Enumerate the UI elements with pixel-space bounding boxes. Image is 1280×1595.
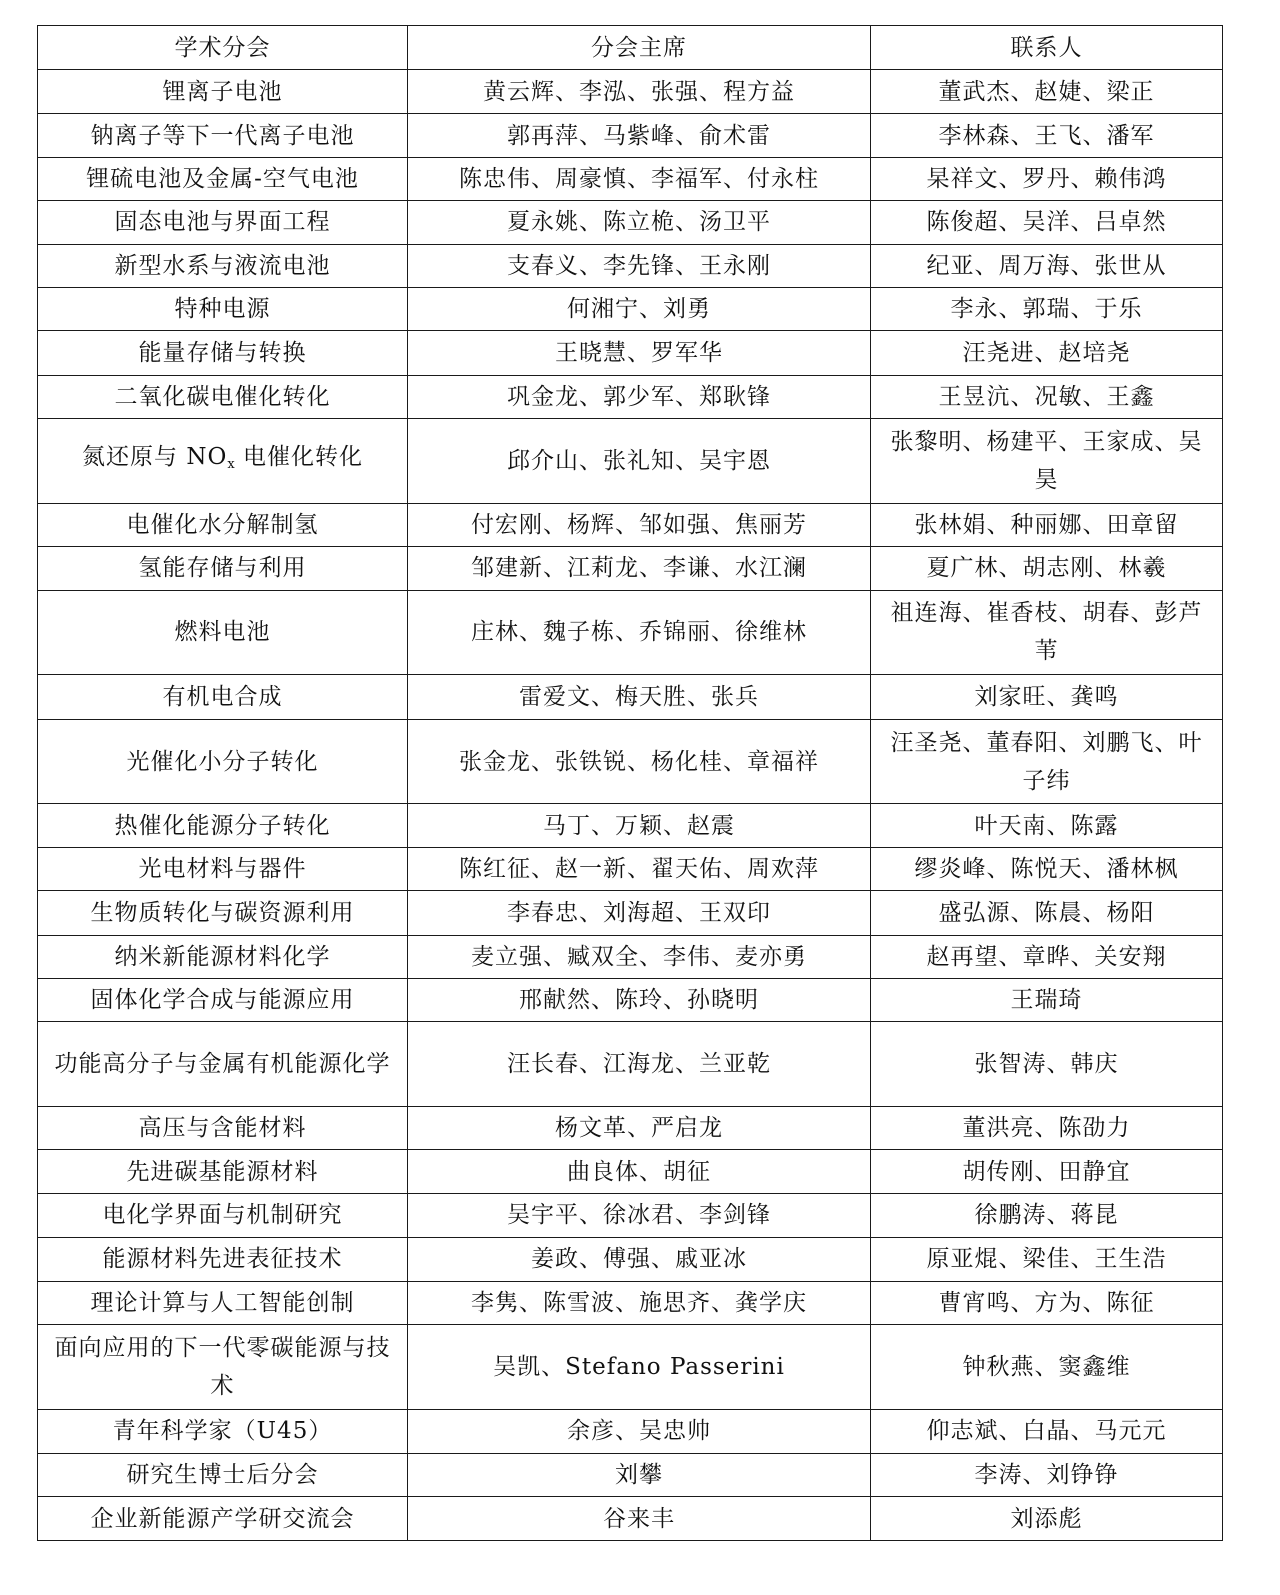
header-session: 学术分会 xyxy=(38,26,408,70)
table-row xyxy=(38,804,1223,847)
contacts-cell: 董武杰、赵婕、梁正 xyxy=(871,70,1223,114)
session-cell: 氢能存储与利用 xyxy=(38,547,408,590)
contacts-cell: 刘添彪 xyxy=(871,1497,1223,1541)
table-row xyxy=(38,114,1223,157)
session-cell: 生物质转化与碳资源利用 xyxy=(38,891,408,935)
header-contacts: 联系人 xyxy=(871,26,1223,70)
chairs-cell: 汪长春、江海龙、兰亚乾 xyxy=(408,1022,871,1107)
session-cell: 高压与含能材料 xyxy=(38,1107,408,1150)
contacts-cell: 徐鹏涛、蒋昆 xyxy=(871,1193,1223,1237)
table-row xyxy=(38,1324,1223,1409)
chairs-cell: 郭再萍、马紫峰、俞术雷 xyxy=(408,114,871,157)
contacts-cell: 李林森、王飞、潘军 xyxy=(871,114,1223,157)
session-cell: 锂硫电池及金属-空气电池 xyxy=(38,157,408,200)
contacts-cell: 陈俊超、吴洋、吕卓然 xyxy=(871,201,1223,244)
chairs-cell: 姜政、傅强、戚亚冰 xyxy=(408,1238,871,1281)
contacts-cell: 刘家旺、龚鸣 xyxy=(871,675,1223,719)
table-row xyxy=(38,847,1223,890)
chairs-cell: 刘攀 xyxy=(408,1454,871,1497)
contacts-cell: 赵再望、章晔、关安翔 xyxy=(871,935,1223,978)
session-cell: 先进碳基能源材料 xyxy=(38,1150,408,1193)
session-cell: 纳米新能源材料化学 xyxy=(38,935,408,978)
contacts-cell: 王昱沆、况敏、王鑫 xyxy=(871,375,1223,418)
session-cell: 光电材料与器件 xyxy=(38,847,408,890)
table-row xyxy=(38,1238,1223,1281)
session-cell: 锂离子电池 xyxy=(38,70,408,114)
sessions-table xyxy=(37,25,1223,1541)
table-row xyxy=(38,719,1223,804)
chairs-cell: 谷来丰 xyxy=(408,1497,871,1541)
session-cell: 能量存储与转换 xyxy=(38,331,408,375)
chairs-cell: 李隽、陈雪波、施思齐、龚学庆 xyxy=(408,1281,871,1324)
session-cell: 功能高分子与金属有机能源化学 xyxy=(38,1022,408,1107)
contacts-cell: 夏广林、胡志刚、林羲 xyxy=(871,547,1223,590)
session-cell: 电催化水分解制氢 xyxy=(38,503,408,546)
table-row xyxy=(38,1497,1223,1541)
table-row xyxy=(38,935,1223,978)
contacts-cell: 张智涛、韩庆 xyxy=(871,1022,1223,1107)
table-row xyxy=(38,201,1223,244)
header-row xyxy=(38,26,1223,70)
session-cell: 二氧化碳电催化转化 xyxy=(38,375,408,418)
session-cell: 能源材料先进表征技术 xyxy=(38,1238,408,1281)
contacts-cell: 盛弘源、陈晨、杨阳 xyxy=(871,891,1223,935)
chairs-cell: 巩金龙、郭少军、郑耿锋 xyxy=(408,375,871,418)
session-cell: 新型水系与液流电池 xyxy=(38,244,408,287)
chairs-cell: 庄林、魏子栋、乔锦丽、徐维林 xyxy=(408,590,871,675)
session-cell: 研究生博士后分会 xyxy=(38,1454,408,1497)
chairs-cell: 雷爱文、梅天胜、张兵 xyxy=(408,675,871,719)
table-row xyxy=(38,70,1223,114)
contacts-cell: 董洪亮、陈劭力 xyxy=(871,1107,1223,1150)
chairs-cell: 邹建新、江莉龙、李谦、水江澜 xyxy=(408,547,871,590)
session-text: 氮还原与 NO xyxy=(82,443,228,470)
table-row xyxy=(38,1281,1223,1324)
table-row xyxy=(38,1107,1223,1150)
table-row xyxy=(38,978,1223,1021)
chairs-cell: 余彦、吴忠帅 xyxy=(408,1409,871,1453)
table-row xyxy=(38,1409,1223,1453)
session-cell: 燃料电池 xyxy=(38,590,408,675)
contacts-cell: 汪尧进、赵培尧 xyxy=(871,331,1223,375)
session-cell: 固态电池与界面工程 xyxy=(38,201,408,244)
session-subscript: x xyxy=(227,456,235,472)
chairs-cell: 邢献然、陈玲、孙晓明 xyxy=(408,978,871,1021)
contacts-cell: 缪炎峰、陈悦天、潘林枫 xyxy=(871,847,1223,890)
contacts-cell: 叶天南、陈露 xyxy=(871,804,1223,847)
contacts-cell: 王瑞琦 xyxy=(871,978,1223,1021)
contacts-cell: 李永、郭瑞、于乐 xyxy=(871,287,1223,330)
contacts-cell: 纪亚、周万海、张世从 xyxy=(871,244,1223,287)
chairs-cell: 李春忠、刘海超、王双印 xyxy=(408,891,871,935)
chairs-cell: 陈红征、赵一新、翟天佑、周欢萍 xyxy=(408,847,871,890)
contacts-cell: 胡传刚、田静宜 xyxy=(871,1150,1223,1193)
session-cell: 电化学界面与机制研究 xyxy=(38,1193,408,1237)
session-cell: 特种电源 xyxy=(38,287,408,330)
chairs-cell: 麦立强、臧双全、李伟、麦亦勇 xyxy=(408,935,871,978)
table-row xyxy=(38,1193,1223,1237)
contacts-cell: 李涛、刘铮铮 xyxy=(871,1454,1223,1497)
chairs-cell: 黄云辉、李泓、张强、程方益 xyxy=(408,70,871,114)
contacts-cell: 钟秋燕、窦鑫维 xyxy=(871,1324,1223,1409)
chairs-cell: 王晓慧、罗军华 xyxy=(408,331,871,375)
chairs-cell: 付宏刚、杨辉、邹如强、焦丽芳 xyxy=(408,503,871,546)
table-row xyxy=(38,503,1223,546)
table-row xyxy=(38,287,1223,330)
session-cell: 理论计算与人工智能创制 xyxy=(38,1281,408,1324)
session-cell: 青年科学家（U45） xyxy=(38,1409,408,1453)
chairs-cell: 邱介山、张礼知、吴宇恩 xyxy=(408,419,871,504)
table-row xyxy=(38,331,1223,375)
session-cell: 钠离子等下一代离子电池 xyxy=(38,114,408,157)
table-row xyxy=(38,547,1223,590)
table-row xyxy=(38,675,1223,719)
chairs-cell: 夏永姚、陈立桅、汤卫平 xyxy=(408,201,871,244)
table-row xyxy=(38,891,1223,935)
session-cell: 固体化学合成与能源应用 xyxy=(38,978,408,1021)
chairs-cell: 何湘宁、刘勇 xyxy=(408,287,871,330)
session-cell: 企业新能源产学研交流会 xyxy=(38,1497,408,1541)
table-row xyxy=(38,590,1223,675)
header-chairs: 分会主席 xyxy=(408,26,871,70)
session-text: 电催化转化 xyxy=(234,443,363,470)
contacts-cell: 祖连海、崔香枝、胡春、彭芦苇 xyxy=(871,590,1223,675)
table-row xyxy=(38,1150,1223,1193)
contacts-cell: 曹宵鸣、方为、陈征 xyxy=(871,1281,1223,1324)
session-cell: 面向应用的下一代零碳能源与技术 xyxy=(38,1324,408,1409)
table-body xyxy=(38,70,1223,1541)
session-cell: 光催化小分子转化 xyxy=(38,719,408,804)
table-row xyxy=(38,1454,1223,1497)
session-cell: 有机电合成 xyxy=(38,675,408,719)
contacts-cell: 仰志斌、白晶、马元元 xyxy=(871,1409,1223,1453)
contacts-cell: 原亚焜、梁佳、王生浩 xyxy=(871,1238,1223,1281)
contacts-cell: 张林娟、种丽娜、田章留 xyxy=(871,503,1223,546)
table-row xyxy=(38,375,1223,418)
chairs-cell: 杨文革、严启龙 xyxy=(408,1107,871,1150)
table-row xyxy=(38,1022,1223,1107)
chairs-cell: 陈忠伟、周豪慎、李福军、付永柱 xyxy=(408,157,871,200)
chairs-cell: 吴凯、Stefano Passerini xyxy=(408,1324,871,1409)
chairs-cell: 马丁、万颖、赵震 xyxy=(408,804,871,847)
chairs-cell: 张金龙、张铁锐、杨化桂、章福祥 xyxy=(408,719,871,804)
table-row xyxy=(38,244,1223,287)
contacts-cell: 汪圣尧、董春阳、刘鹏飞、叶子纬 xyxy=(871,719,1223,804)
session-cell: 热催化能源分子转化 xyxy=(38,804,408,847)
table-row xyxy=(38,419,1223,504)
contacts-cell: 杲祥文、罗丹、赖伟鸿 xyxy=(871,157,1223,200)
table-row xyxy=(38,157,1223,200)
chairs-cell: 吴宇平、徐冰君、李剑锋 xyxy=(408,1193,871,1237)
contacts-cell: 张黎明、杨建平、王家成、吴昊 xyxy=(871,419,1223,504)
session-cell xyxy=(38,419,408,504)
chairs-cell: 曲良体、胡征 xyxy=(408,1150,871,1193)
chairs-cell: 支春义、李先锋、王永刚 xyxy=(408,244,871,287)
